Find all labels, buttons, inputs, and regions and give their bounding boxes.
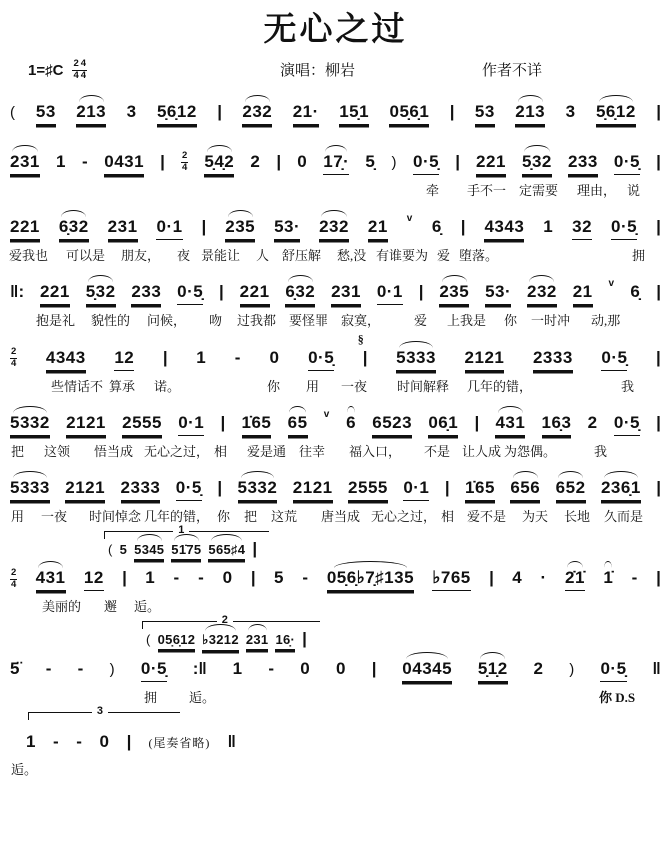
lyric-syllable: 不是	[424, 443, 451, 459]
volta-bracket-3	[28, 705, 180, 724]
lyric-syllable: 用	[306, 378, 320, 394]
barline: |	[656, 151, 661, 171]
time-signatures	[72, 59, 87, 82]
lyric-syllable: 要怪罪	[289, 312, 329, 328]
barline: |	[217, 477, 223, 497]
notes-row	[4, 556, 667, 597]
note-group: 2121	[293, 478, 333, 501]
barline: |	[455, 151, 460, 171]
note-group: 213	[515, 102, 545, 125]
lyric-syllable: 把	[11, 443, 25, 459]
note-group: 15̣1	[339, 102, 369, 125]
barline: |	[656, 216, 661, 236]
note-group: 0·5̣	[600, 659, 626, 682]
lyrics-row	[4, 506, 667, 522]
note-group: 213	[76, 102, 106, 125]
note-group: 51̇75	[171, 541, 201, 560]
note-group: 231	[331, 282, 361, 305]
lyric-syllable: 往幸	[299, 443, 326, 459]
note-group: 1	[543, 216, 554, 236]
note-group: 32	[572, 217, 592, 240]
lyric-syllable: 你	[217, 508, 231, 524]
note-group: 53	[36, 102, 56, 125]
note-group: 5̣	[365, 151, 376, 171]
coda-omitted-annotation: (尾奏省略)	[148, 736, 211, 751]
system-10	[4, 705, 667, 778]
lyric-syllable: 拥	[632, 247, 646, 263]
lyrics-row	[4, 310, 667, 326]
note-group: 2333	[533, 348, 573, 371]
breath-mark-icon: v	[608, 277, 615, 289]
note-group: 04345	[402, 659, 452, 682]
held-note-dash: -	[53, 732, 60, 752]
note-group: 21·	[293, 102, 319, 125]
lyric-syllable: 诺。	[154, 378, 181, 394]
note-group: 0·5̣	[614, 413, 640, 436]
lyric-syllable: 爱我也	[9, 247, 49, 263]
phrase-paren: (	[146, 632, 151, 648]
note-group: ·	[540, 568, 547, 588]
note-group: 233	[568, 152, 598, 175]
lyric-syllable: 可以是	[66, 247, 106, 263]
note-group: 0·5̣	[177, 282, 203, 305]
barline: |	[656, 347, 661, 367]
note-group: 2333	[121, 478, 161, 501]
note-group: 5332	[10, 413, 50, 436]
note-group: 6	[346, 413, 356, 435]
phrase-paren: )	[569, 661, 575, 679]
note-group: 05̣6̣12	[158, 631, 196, 650]
barline: |	[252, 538, 258, 558]
note-group: 221	[10, 217, 40, 240]
note-group: 5̈	[10, 659, 20, 679]
note-group: 0	[99, 732, 110, 752]
notes-row	[4, 331, 667, 376]
lyric-syllable: 这荒	[271, 508, 298, 524]
note-group: 5̣6̣12	[157, 102, 197, 125]
lyric-syllable: 牵	[426, 182, 440, 198]
note-group: 0·5̣	[176, 478, 202, 501]
lyric-syllable: 爱	[437, 247, 451, 263]
volta-bracket-1	[104, 523, 269, 560]
barline: |	[418, 281, 424, 301]
lyric-syllable: 吻	[209, 312, 223, 328]
note-group: 235	[439, 282, 469, 305]
lyric-syllable: 景能让	[201, 247, 241, 263]
time-signature: $\frac{2}{4}$	[11, 566, 17, 590]
song-title: 无心之过	[263, 12, 408, 48]
system-9	[4, 614, 667, 706]
note-group: 5333	[10, 478, 50, 501]
lyric-syllable: 为天	[522, 508, 549, 524]
lyric-syllable: 堕落。	[459, 247, 499, 263]
note-group: 1	[145, 568, 156, 588]
held-note-dash: -	[302, 568, 309, 588]
note-group: 21	[368, 217, 388, 240]
note-group: 6̣	[431, 216, 442, 236]
notes-row	[4, 466, 667, 506]
lyric-syllable: 相	[441, 508, 455, 524]
barline: ‖	[227, 732, 236, 752]
barline: |	[219, 281, 224, 301]
held-note-dash: -	[234, 347, 241, 367]
note-group: 5332	[238, 478, 278, 501]
lyric-syllable: 福入口，	[349, 443, 402, 459]
barline: |	[656, 477, 661, 497]
lyric-syllable: 把	[244, 508, 258, 524]
segno-icon: §	[357, 331, 364, 346]
barline: :‖	[192, 659, 207, 679]
system-2	[4, 139, 667, 196]
note-group: 5	[274, 568, 284, 588]
time-signature: $\frac{4}{4}$	[80, 58, 87, 82]
note-group: 221	[40, 282, 70, 305]
note-group: 0	[269, 347, 280, 367]
note-group: 2555	[122, 413, 162, 436]
system-1	[4, 90, 667, 130]
note-group: 2121	[65, 478, 105, 501]
lyrics-row	[4, 596, 667, 615]
lyrics-row	[4, 376, 667, 392]
time-signature: $\frac{2}{4}$	[11, 345, 17, 369]
note-group: 12	[84, 568, 104, 591]
note-group: 232	[242, 102, 272, 125]
notes-row	[20, 720, 242, 759]
cue-notes-row	[104, 532, 269, 560]
author-credit: 作者不详	[482, 63, 543, 80]
volta-number: 1	[173, 524, 189, 536]
note-group: 5̣1̣2	[478, 659, 508, 682]
note-group: 0·5̣	[601, 348, 627, 371]
note-group: 235	[225, 217, 255, 240]
lyric-syllable: 爱是通	[247, 443, 287, 459]
lyric-syllable: 无心之过，	[144, 443, 210, 459]
lyric-syllable: 用	[11, 508, 25, 524]
barline: |	[656, 102, 661, 122]
lyric-syllable: 拥	[144, 690, 158, 706]
note-group: 16̣·	[275, 631, 295, 650]
barline-with-segno: | §	[357, 331, 368, 367]
lyric-syllable: 时间悼念	[89, 508, 142, 524]
lyric-syllable: 理由，	[577, 182, 617, 198]
barline: |	[302, 629, 307, 649]
system-4	[4, 270, 667, 326]
note-group: 5333	[396, 348, 436, 371]
note-group: 1	[232, 659, 243, 679]
notes-row	[4, 647, 667, 687]
barline: |	[371, 659, 377, 679]
note-group: 0·5̣	[614, 152, 640, 175]
note-group: 12	[114, 348, 134, 371]
phrase-paren: (	[10, 104, 16, 122]
held-note-dash: -	[198, 568, 205, 588]
notes-row	[4, 90, 667, 130]
note-group: 4343	[484, 217, 524, 240]
lyric-syllable: 些情话不	[51, 378, 104, 394]
lyric-syllable: 这领	[44, 443, 71, 459]
breath-mark-icon: v	[406, 212, 413, 224]
barline: |	[250, 568, 256, 588]
note-group: 53·	[485, 282, 511, 305]
lyric-syllable: 时间解释	[397, 378, 450, 394]
barline: |	[444, 477, 450, 497]
barline: |	[220, 412, 226, 432]
note-group: 0·1	[156, 217, 182, 240]
note-group: 0·5̣	[611, 217, 637, 240]
lyric-syllable: 唐当成	[321, 508, 361, 524]
note-group: 221	[476, 152, 506, 175]
barline: |	[449, 102, 455, 122]
system-7	[4, 466, 667, 522]
note-group: 2555	[348, 478, 388, 501]
note-group: 21	[573, 282, 593, 305]
note-group: 431	[36, 568, 66, 591]
note-group: 656	[510, 478, 540, 501]
note-group: 1	[196, 347, 207, 367]
barline: |	[201, 216, 207, 236]
note-group: 231	[108, 217, 138, 240]
barline: |	[276, 151, 282, 171]
lyric-syllable: 悟当成	[94, 443, 134, 459]
barline: |	[122, 568, 127, 588]
note-group: 1̇65	[465, 478, 495, 501]
lyric-syllable: 一夜	[341, 378, 368, 394]
note-group: 0	[300, 659, 311, 679]
note-group: 05̣6̣1	[389, 102, 429, 125]
lyric-syllable: 逅。	[189, 690, 216, 706]
note-group: 53·	[274, 217, 300, 240]
note-group: 5345	[134, 541, 164, 560]
system-6	[4, 401, 667, 457]
lyrics-row	[4, 245, 667, 261]
barline: |	[217, 102, 222, 122]
barline: |	[126, 732, 132, 752]
lyric-syllable: 貌性的	[91, 312, 131, 328]
lyric-syllable: 爱	[414, 312, 428, 328]
note-group: 17̣·	[323, 152, 349, 175]
note-group: 06̣1	[428, 413, 458, 436]
note-group: 1̇	[603, 568, 613, 590]
note-group: 1	[55, 151, 66, 171]
note-group: 0·5̣	[308, 348, 334, 371]
lyric-syllable: 夜	[177, 247, 191, 263]
system-3	[4, 205, 667, 261]
held-note-dash: -	[631, 568, 638, 588]
note-group: 0431	[104, 152, 144, 175]
lyric-syllable: 舒压解	[282, 247, 322, 263]
lyric-syllable: 定需要	[519, 182, 559, 198]
key-signature: 1=♯C	[28, 62, 64, 80]
note-group: 231	[246, 631, 269, 650]
lyric-syllable: 有谁要为	[376, 247, 429, 263]
lyric-syllable: 抱是礼	[36, 312, 76, 328]
lyric-syllable: 人	[256, 247, 270, 263]
lyric-syllable: 一夜	[41, 508, 68, 524]
note-group: 5̣6̣12	[596, 102, 636, 125]
system-5	[4, 331, 667, 394]
lyric-syllable: 手不一	[467, 182, 507, 198]
time-signature-wrap	[10, 347, 17, 370]
note-group: 232	[527, 282, 557, 305]
notes-row	[4, 401, 667, 441]
note-group: 0·5̣	[141, 659, 167, 682]
note-group: 0	[336, 659, 346, 679]
note-group: 2121	[66, 413, 106, 436]
barline: |	[160, 151, 165, 171]
lyric-syllable: 美丽的	[42, 599, 82, 615]
lyric-syllable: 逅。	[11, 762, 38, 778]
singer-credit: 演唱：柳岩	[280, 63, 356, 80]
note-group: 431	[495, 413, 525, 436]
note-group: 05̣6̣♭7̣♯135	[327, 568, 414, 591]
held-note-dash: -	[77, 659, 84, 679]
volta-bracket-2	[142, 614, 320, 651]
lyric-syllable: 朋友，	[121, 247, 161, 263]
note-group: 0·1	[377, 282, 403, 305]
score-body	[0, 86, 671, 778]
note-group: 6̣32	[285, 282, 315, 305]
note-group: 0·1	[403, 478, 429, 501]
note-group: 4343	[46, 348, 86, 371]
barline: |	[656, 568, 661, 588]
note-group: 3	[565, 102, 576, 122]
note-group: 65	[288, 413, 308, 436]
barline: ‖:	[10, 281, 25, 301]
note-group: 221	[240, 282, 270, 305]
note-group: 2121	[465, 348, 505, 371]
note-group: 2	[533, 659, 544, 679]
lyric-syllable: 为怨偶。	[504, 443, 557, 459]
barline: |	[656, 281, 661, 301]
lyric-syllable: 你 D.S	[599, 690, 636, 706]
lyric-syllable: 动,那	[591, 312, 621, 328]
note-group: 565♯4	[208, 541, 245, 560]
lyric-syllable: 你	[267, 378, 281, 394]
lyric-syllable: 爱不是	[467, 508, 507, 524]
notes-row	[4, 270, 667, 310]
barline: |	[656, 412, 661, 432]
note-group: 233	[131, 282, 161, 305]
note-group: ♭3212	[202, 631, 239, 651]
note-group: 5	[119, 541, 128, 557]
note-group: 236̣1	[601, 478, 641, 501]
held-note-dash: -	[76, 732, 83, 752]
lyric-syllable: 寂寞，	[341, 312, 381, 328]
note-group: 5̣32	[522, 152, 552, 175]
lyric-syllable: 我	[594, 443, 608, 459]
note-group: 0·1	[178, 413, 204, 436]
note-group: 2	[587, 412, 598, 432]
note-group: 53	[475, 102, 495, 125]
note-group: 16̣3	[542, 413, 572, 436]
time-signature: $\frac{2}{4}$	[73, 58, 79, 82]
held-note-dash: -	[173, 568, 180, 588]
note-group: 6̣	[630, 281, 641, 301]
breath-mark-icon: v	[323, 408, 330, 420]
lyric-syllable: 长地	[564, 508, 591, 524]
score-header	[0, 52, 671, 86]
lyric-syllable: 问候，	[147, 312, 187, 328]
time-signature: $\frac{2}{4}$	[182, 150, 188, 174]
barline: |	[489, 568, 494, 588]
system-8	[4, 523, 667, 615]
note-group: 2	[250, 151, 261, 171]
lyric-syllable: 算承	[109, 378, 136, 394]
lyric-syllable: 上我是	[447, 312, 487, 328]
lyric-syllable: 久而是	[604, 508, 644, 524]
time-signature-wrap	[10, 568, 17, 591]
note-group: 232	[319, 217, 349, 240]
note-group: 5̣4̣2	[204, 152, 234, 175]
lyric-syllable: 愁,没	[337, 247, 367, 263]
note-group: 6523	[372, 413, 412, 436]
volta-number: 3	[92, 705, 108, 717]
lyrics-row	[4, 687, 667, 706]
barline: |	[162, 347, 168, 367]
lyric-syllable: 一时冲	[531, 312, 571, 328]
barline: ‖	[652, 659, 661, 679]
note-group: 231	[10, 152, 40, 175]
note-group: ♭765	[432, 568, 470, 591]
note-group: 2̇1̇	[565, 568, 585, 591]
note-group: 1̇65	[242, 413, 272, 436]
note-group: 1	[26, 732, 36, 752]
note-group: 3	[126, 102, 137, 122]
note-group: 5̣32	[86, 282, 116, 305]
lyrics-row	[4, 759, 667, 778]
lyric-syllable: 你	[504, 312, 518, 328]
cue-notes-row	[142, 622, 320, 651]
volta-number: 2	[217, 614, 233, 626]
lyric-syllable: 说	[627, 182, 641, 198]
phrase-paren: (	[108, 541, 113, 557]
lyric-syllable: 我	[621, 378, 635, 394]
lyric-syllable: 相	[214, 443, 228, 459]
lyric-syllable: 无心之过，	[371, 508, 437, 524]
note-group: 6̣32	[59, 217, 89, 240]
note-group: 0·5̣	[413, 152, 439, 175]
barline: |	[460, 216, 466, 236]
time-signature-wrap	[181, 151, 188, 174]
note-group: 0	[222, 568, 233, 588]
lyric-syllable: 邂	[104, 599, 118, 615]
lyrics-row	[4, 180, 667, 196]
lyric-syllable: 几年的错，	[144, 508, 210, 524]
lyric-syllable: 几年的错，	[467, 378, 533, 394]
key-and-meter	[28, 59, 87, 82]
phrase-paren: )	[109, 661, 116, 679]
lyric-syllable: 过我都	[237, 312, 277, 328]
lyrics-row	[4, 441, 667, 457]
lyric-syllable: 逅。	[134, 599, 161, 615]
notes-row	[4, 205, 667, 245]
note-group: 0	[297, 151, 308, 171]
note-group: 4	[512, 568, 523, 588]
lyric-syllable: 让人成	[462, 443, 502, 459]
held-note-dash: -	[268, 659, 275, 679]
held-note-dash: -	[45, 659, 52, 679]
note-group: 652	[556, 478, 586, 501]
notes-row	[4, 139, 667, 180]
phrase-paren: )	[391, 153, 397, 171]
barline: |	[474, 412, 480, 432]
held-note-dash: -	[82, 151, 89, 171]
